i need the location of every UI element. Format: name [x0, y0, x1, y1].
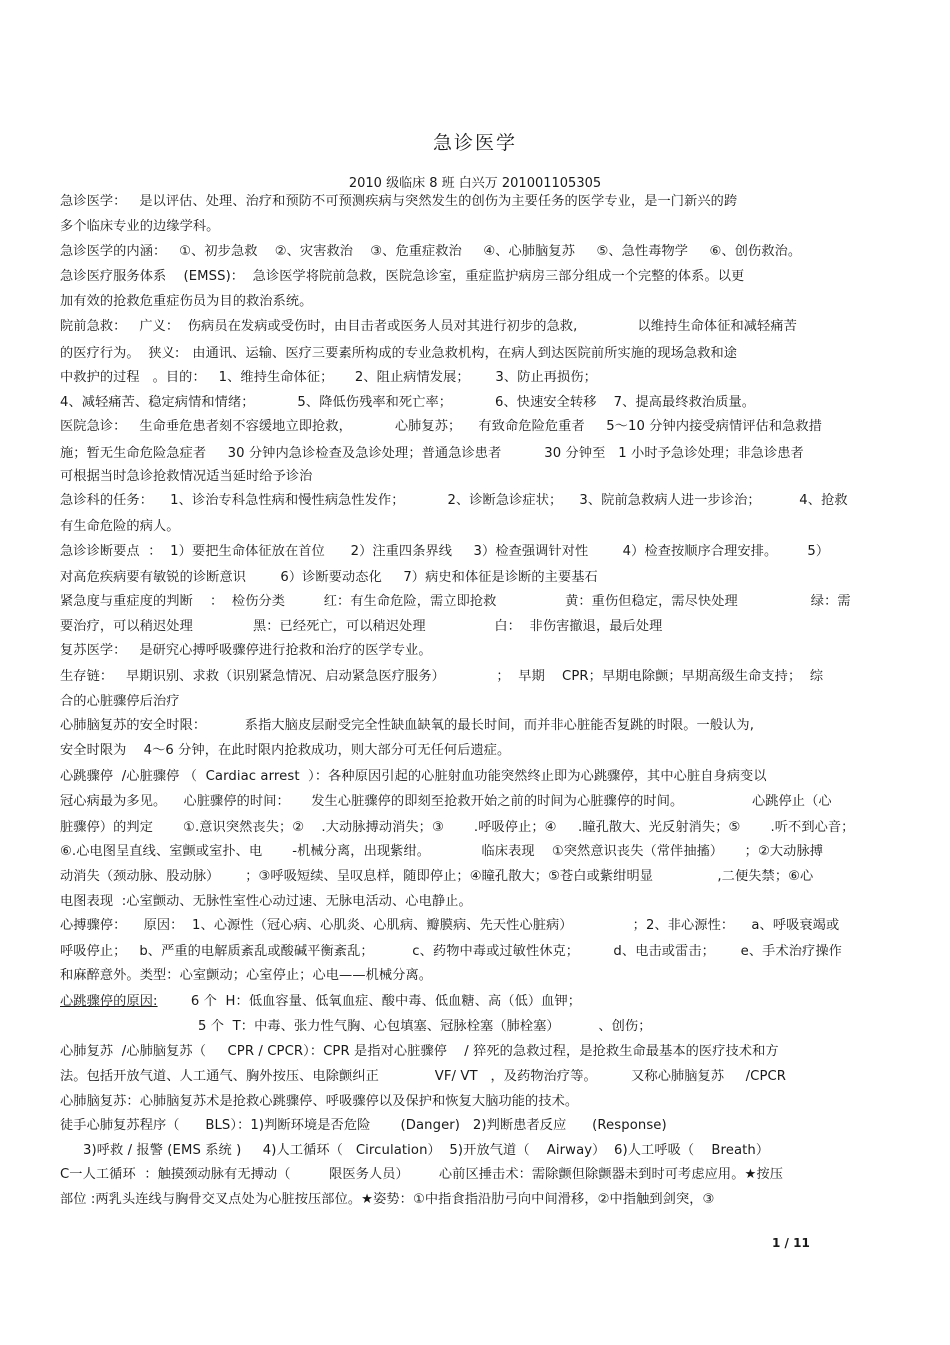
- text-line: 安全时限为 4～6 分钟，在此时限内抢救成功，则大部分可无任何后遗症。: [60, 743, 511, 758]
- text-line: C一人工循环 ：触摸颈动脉有无搏动（ 限医务人员） 心前区捶击术：需除颤但除颤器未到时可考虑应用。★按压: [60, 1167, 783, 1182]
- text-line: 冠心病最为多见。 心脏骤停的时间： 发生心脏骤停的即刻至抢救开始之前的时间为心脏骤停的时间。 心跳停止（心: [60, 794, 832, 809]
- text-line: 院前急救： 广义： 伤病员在发病或受伤时，由目击者或医务人员对其进行初步的急救, 以维持生命体征和减轻痛苦: [60, 319, 797, 334]
- author-line: 2010 级临床 8 班 白兴万 201001105305: [348, 176, 602, 191]
- page-number: 1 / 11: [772, 1236, 810, 1250]
- text-line: 的医疗行为。 狭义: 由通讯、运输、医疗三要素所构成的专业急救机构，在病人到达医院前所实施的现场急救和途: [60, 346, 738, 361]
- text-line-underlined: 心跳骤停的原因:: [60, 994, 158, 1009]
- text-line: 中救护的过程 。目的： 1、维持生命体征； 2、阻止病情发展； 3、防止再损伤；: [60, 370, 597, 385]
- text-line: 3)呼救 / 报警 (EMS 系统 ) 4)人工循环（ Circulation） 5)开放气道（ Airway） 6)人工呼吸（ Breath）: [83, 1143, 770, 1158]
- text-line: 4、减轻痛苦、稳定病情和情绪； 5、降低伤残率和死亡率； 6、快速安全转移 7、提高最终救治质量。: [60, 395, 756, 410]
- text-line: 生存链： 早期识别、求救（识别紧急情况、启动紧急医疗服务） ； 早期 CPR；早期电除颤；早期高级生命支持； 综: [60, 669, 824, 684]
- text-line: 部位 :两乳头连线与胸骨交叉点处为心脏按压部位。★姿势：①中指食指沿肋弓向中间滑移，②中指触到剑突，③: [60, 1192, 715, 1207]
- text-line: 有生命危险的病人。: [60, 519, 180, 534]
- text-line: 急诊科的任务： 1、诊治专科急性病和慢性病急性发作； 2、诊断急诊症状； 3、院前急救病人进一步诊治； 4、抢救: [60, 493, 848, 508]
- text-line: 5 个 T：中毒、张力性气胸、心包填塞、冠脉栓塞（肺栓塞） 、创伤；: [198, 1019, 652, 1034]
- text-line: 呼吸停止； b、严重的电解质紊乱或酸碱平衡紊乱； c、药物中毒或过敏性休克； d、电击或雷击； e、手术治疗操作: [60, 944, 842, 959]
- text-line: 急诊诊断要点 ： 1）要把生命体征放在首位 2）注重四条界线 3）检查强调针对性 4）检查按顺序合理安排。 5）: [60, 544, 830, 559]
- text-line: 脏骤停）的判定 ①.意识突然丧失；② .大动脉搏动消失；③ .呼吸停止；④ .瞳孔散大、光反射消失；⑤ .听不到心音；: [60, 820, 855, 835]
- text-line: 心跳骤停 /心脏骤停 （ Cardiac arrest ）：各种原因引起的心脏射血功能突然终止即为心跳骤停，其中心脏自身病变以: [60, 769, 767, 784]
- text-line: ⑥.心电图呈直线、室颤或室扑、电 -机械分离，出现紫绀。 临床表现 ①突然意识丧失（常伴抽搐） ；②大动脉搏: [60, 844, 824, 859]
- text-line: 动消失（颈动脉、股动脉） ；③呼吸短续、呈叹息样，随即停止；④瞳孔散大；⑤苍白或紫绀明显 ,二便失禁；⑥心: [60, 869, 814, 884]
- text-line: 心搏骤停： 原因： 1、心源性（冠心病、心肌炎、心肌病、瓣膜病、先天性心脏病） ；2、非心源性： a、呼吸衰竭或: [60, 918, 840, 933]
- text-line: 法。包括开放气道、人工通气、胸外按压、电除颤纠正 VF/ VT ，及药物治疗等。 又称心肺脑复苏 /CPCR: [60, 1069, 787, 1084]
- text-line: 电图表现 :心室颤动、无脉性室性心动过速、无脉电活动、心电静止。: [60, 894, 472, 909]
- text-line: 和麻醉意外。类型：心室颤动；心室停止；心电——机械分离。: [60, 968, 433, 983]
- text-line: 6 个 H：低血容量、低氧血症、酸中毒、低血糖、高（低）血钾；: [178, 994, 582, 1009]
- text-line: 徒手心肺复苏程序（ BLS）：1)判断环境是否危险 (Danger) 2)判断患者反应 (Response): [60, 1118, 667, 1133]
- text-line: 要治疗，可以稍迟处理 黑：已经死亡，可以稍迟处理 白： 非伤害撤退，最后处理: [60, 619, 663, 634]
- text-line: 施；暂无生命危险急症者 30 分钟内急诊检查及急诊处理；普通急诊患者 30 分钟至 1 小时予急诊处理；非急诊患者: [60, 446, 804, 461]
- text-line: 复苏医学： 是研究心搏呼吸骤停进行抢救和治疗的医学专业。: [60, 643, 432, 658]
- text-line: 心肺复苏 /心肺脑复苏（ CPR / CPCR）：CPR 是指对心脏骤停 / 猝死的急救过程，是抢救生命最基本的医疗技术和方: [60, 1044, 779, 1059]
- text-line: 紧急度与重症度的判断 ： 检伤分类 红：有生命危险，需立即抢救 黄：重伤但稳定，需尽快处理 绿：需: [60, 594, 851, 609]
- text-line: 合的心脏骤停后治疗: [60, 694, 180, 709]
- text-line: 心肺脑复苏的安全时限： 系指大脑皮层耐受完全性缺血缺氧的最长时间，而并非心脏能否复跳的时限。一般认为,: [60, 718, 755, 733]
- page-title: 急诊医学: [432, 132, 517, 154]
- text-line: 多个临床专业的边缘学科。: [60, 219, 220, 234]
- text-line: 心肺脑复苏：心肺脑复苏术是抢救心跳骤停、呼吸骤停以及保护和恢复大脑功能的技术。: [60, 1094, 579, 1109]
- text-line: 急诊医学的内涵： ①、初步急救 ②、灾害救治 ③、危重症救治 ④、心肺脑复苏 ⑤、急性毒物学 ⑥、创伤救治。: [60, 244, 802, 259]
- text-line: 急诊医学： 是以评估、处理、治疗和预防不可预测疾病与突然发生的创伤为主要任务的医学专业，是一门新兴的跨: [60, 194, 738, 209]
- text-line: 加有效的抢救危重症伤员为目的救治系统。: [60, 294, 313, 309]
- text-line: 可根据当时急诊抢救情况适当延时给予诊治: [60, 469, 313, 484]
- text-line: 医院急诊： 生命垂危患者刻不容缓地立即抢救， 心肺复苏； 有致命危险危重者 5～10 分钟内接受病情评估和急救措: [60, 419, 822, 434]
- text-line: 急诊医疗服务体系 (EMSS)： 急诊医学将院前急救，医院急诊室，重症监护病房三部分组成一个完整的体系。以更: [60, 269, 745, 284]
- text-line: 对高危疾病要有敏锐的诊断意识 6）诊断要动态化 7）病史和体征是诊断的主要基石: [60, 570, 598, 585]
